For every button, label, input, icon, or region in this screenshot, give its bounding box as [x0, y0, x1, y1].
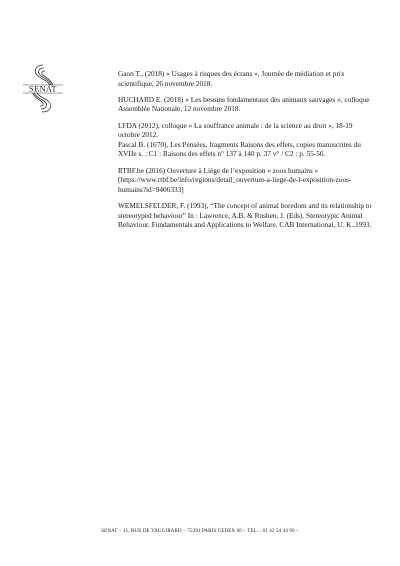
senat-logo: [22, 62, 64, 114]
reference-entry: Gaon T., (2018) « Usages à risques des écrans », Journée de médiation et prix scientifique, 26 novembre 2018.: [118, 69, 345, 88]
reference-entry: LFDA (2012), colloque « La souffrance animale : de la science au droit », 18-19 octobre 2012.: [118, 120, 353, 140]
reference-entry: WEMELSFELDER, F. (1993), “The concept of animal boredom and its relationship to stereotyped behaviour” In : Lawrence, A.B. & Rushen, J. (Eds). Stereotypic Animal Behaviour. Fundamentals and Applications to Welfare. CAB International, U. K.,1993.: [118, 200, 372, 230]
reference-entry: RTBF.be (2016) Ouverture à Liège de l’exposition « zoos humains » [https://www.rtbf.be/info/regions/detail_ouverture-a-liege-de-l-exposition-zoos-humains?id=9406333]: [118, 165, 352, 194]
reference-entry: HUCHARD E. (2018) « Les besoins fondamentaux des animaux sauvages », colloque Assemblée Nationale, 12 novembre 2018.: [118, 94, 370, 114]
page-footer: SENAT – 15, RUE DE VAUGIRARD – 75291 PARIS CEDEX 06 – TEL. : 01 42 34 44 90 –: [101, 529, 299, 534]
reference-entry: Pascal B. (1670), Les Pensées, fragments Raisons des effets, copies manuscrites du XVIIe s. : C1 : Raisons des effets n° 137 à 140 p. 37 v° / C2 : p. 55-56.: [118, 139, 361, 159]
logo-text: SENAT: [29, 84, 57, 94]
senat-seal-icon: [22, 62, 64, 114]
bibliography: [118, 69, 372, 236]
